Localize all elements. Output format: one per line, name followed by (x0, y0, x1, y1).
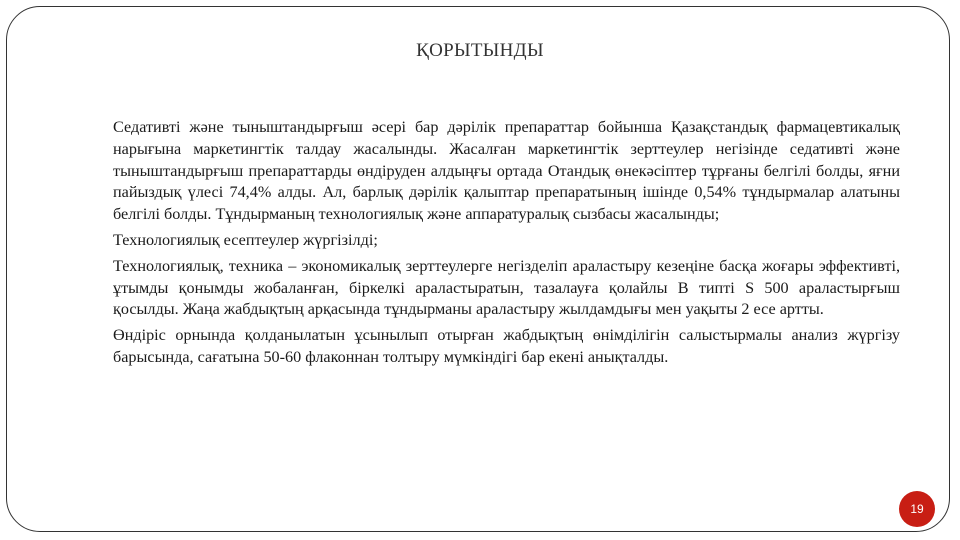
paragraph-3: Технологиялық, техника – экономикалық зерттеулерге негізделіп араластыру кезеңіне басқа жоғары эффективті, ұтымды қонымды жобаланған, біркелкі араластыратын, тазалауға қолайлы В типті S 500 араластырғыш қосылды. Жаңа жабдықтың арқасында тұндырманы араластыру жылдамдығы мен уақыты 2 есе артты. (113, 256, 900, 319)
slide-content (113, 117, 900, 373)
slide-title: ҚОРЫТЫНДЫ (416, 40, 544, 61)
page-number-badge: 19 (899, 491, 935, 527)
paragraph-4: Өндіріс орнында қолданылатын ұсынылып отырған жабдықтың өнімділігін салыстырмалы анализ жүргізу барысында, сағатына 50-60 флаконнан толтыру мүмкіндігі бар екені анықталды. (113, 326, 900, 366)
paragraph-1: Седативті және тыныштандырғыш әсері бар дәрілік препараттар бойынша Қазақстандық фармацевтикалық нарығына маркетингтік талдау жасалынды. Жасалған маркетингтік зерттеулер негізінде седативті және тыныштандырғыш препараттарды өндіруден алдыңғы ортада Отандық өнекәсіптер тұрғаны белгілі болды, яғни пайыздық үлесі 74,4% алды. Ал, барлық дәрілік қалыптар препаратының ішінде 0,54% тұндырмалар алатыны белгілі болды. Тұндырманың технологиялық және аппаратуралық сызбасы жасалынды; (113, 118, 900, 224)
paragraph-2: Технологиялық есептеулер жүргізілді; (113, 230, 378, 249)
